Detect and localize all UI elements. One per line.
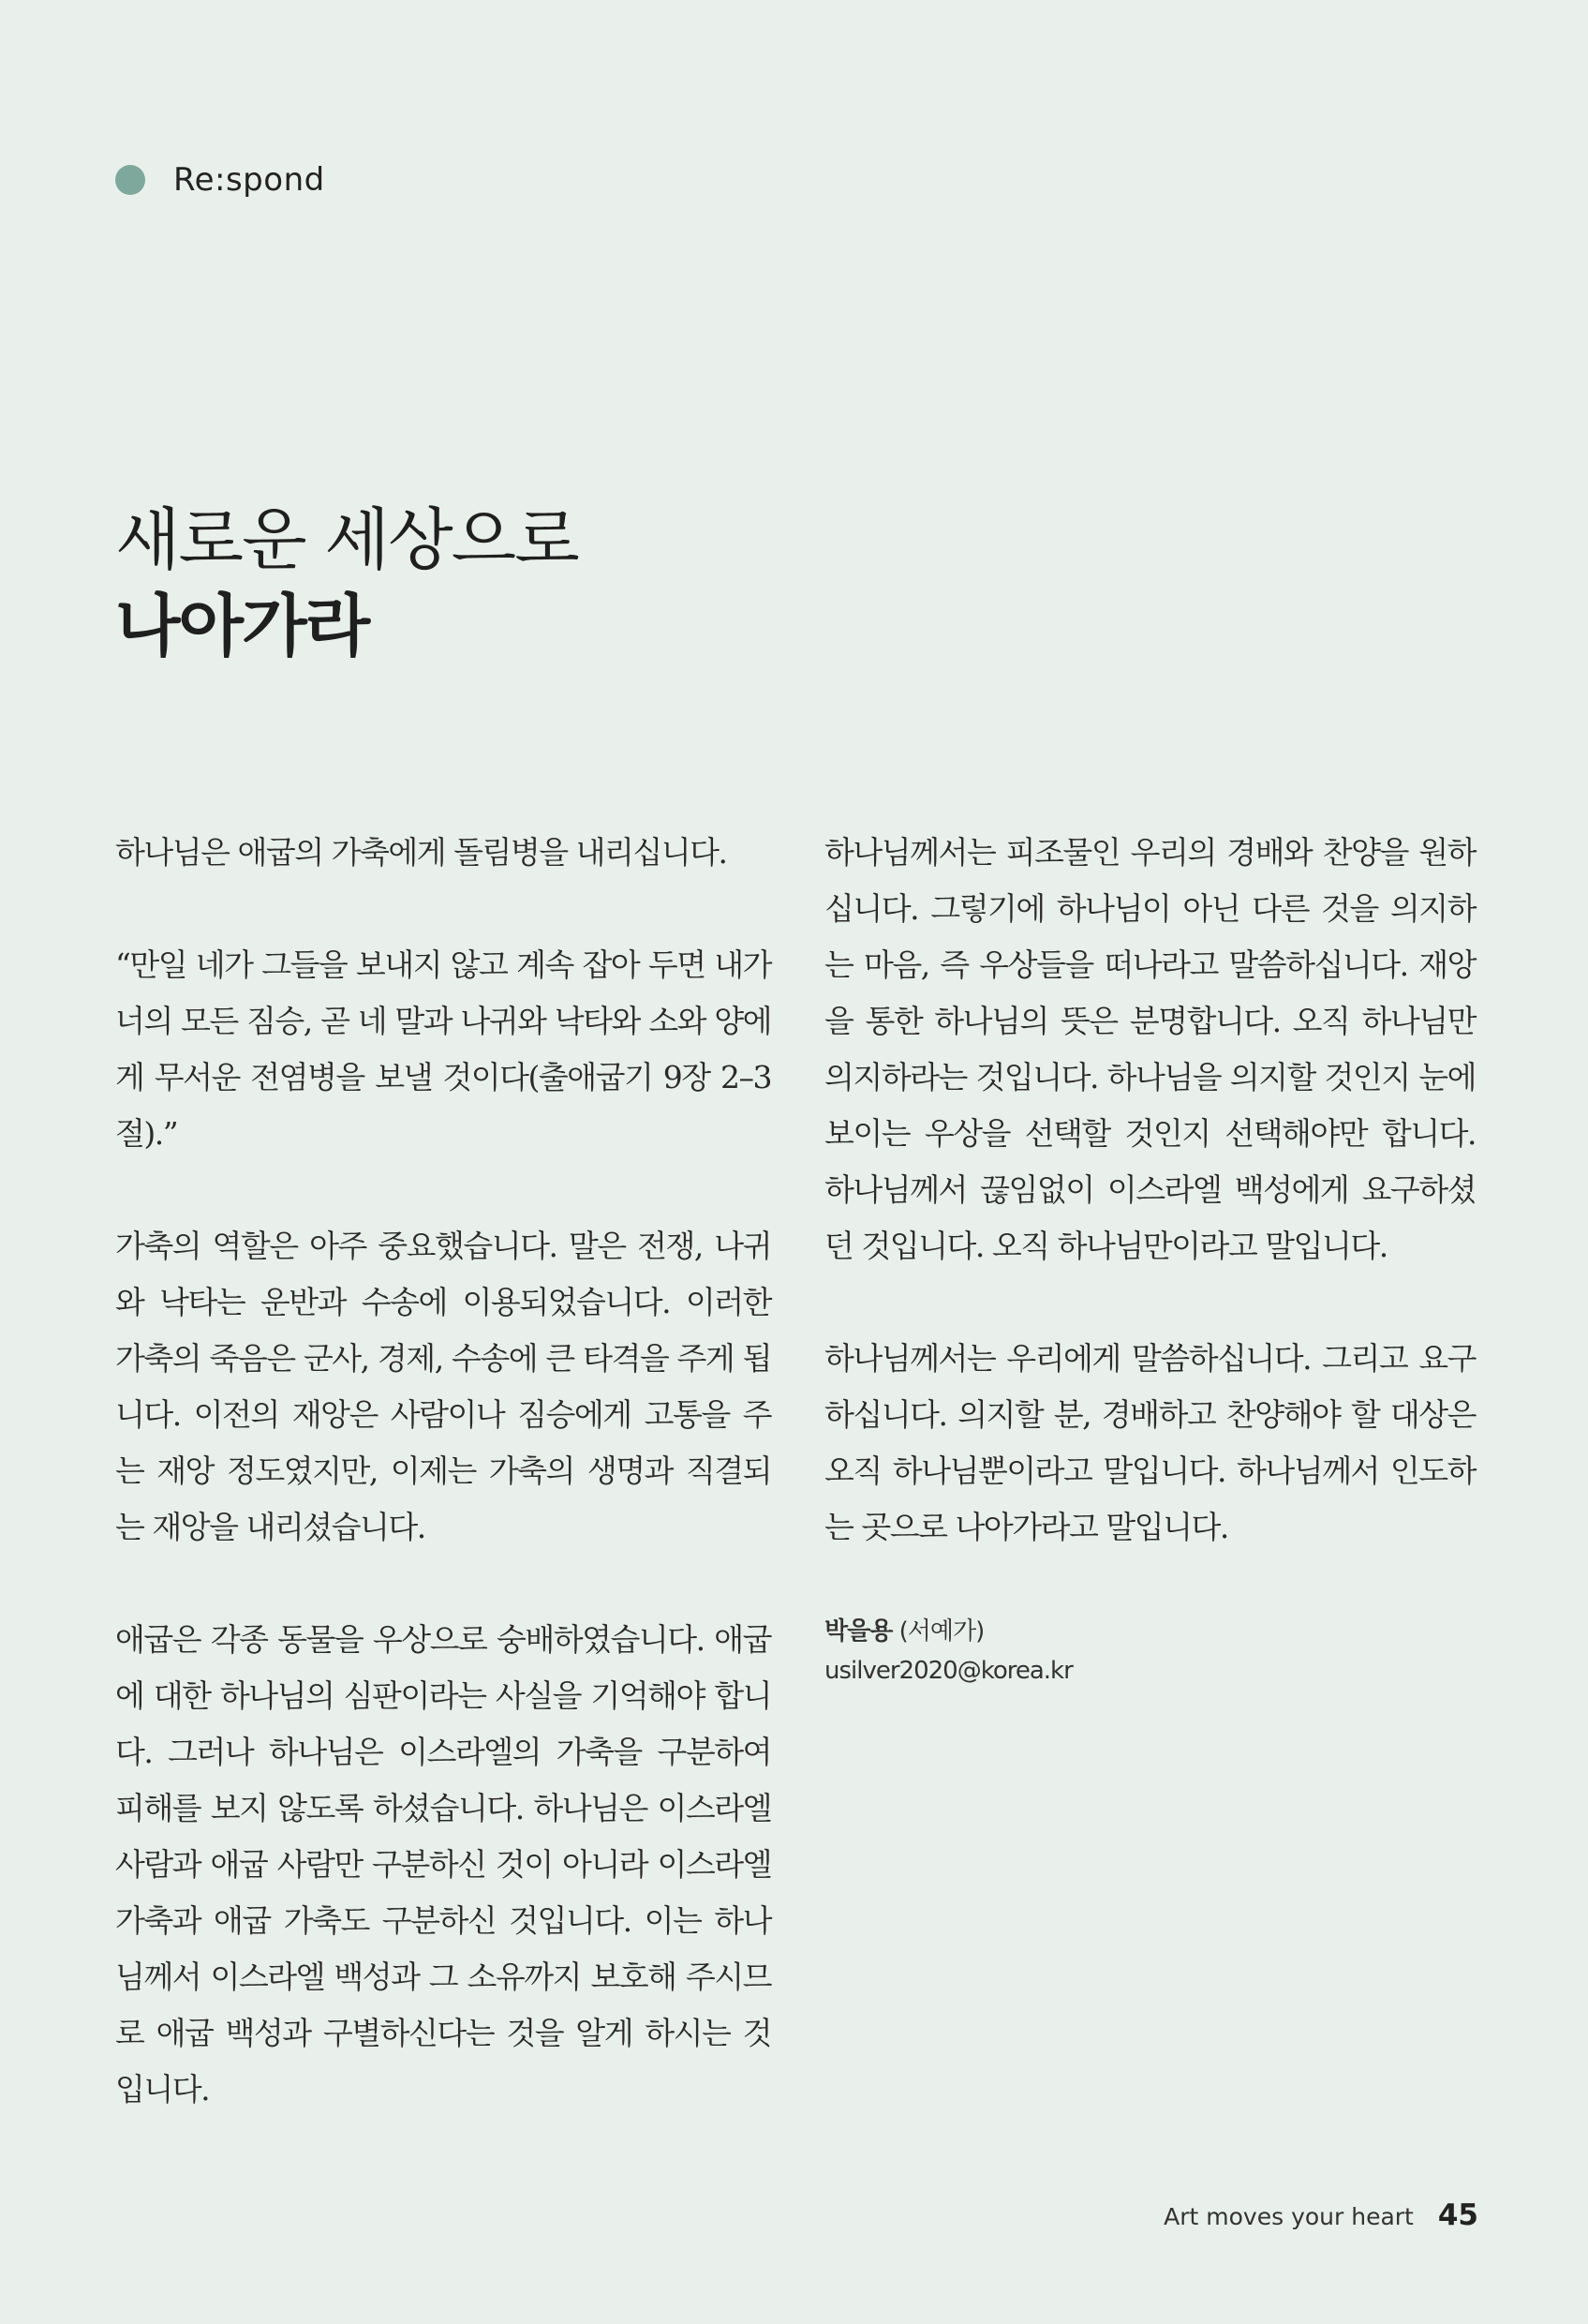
section-dot-icon [115,165,145,195]
left-column [115,825,771,2174]
scripture-quote: “만일 네가 그들을 보내지 않고 계속 잡아 두면 내가 너의 모든 짐승, 곧 네 말과 나귀와 낙타와 소와 양에게 무서운 전염병을 보낼 것이다(출애굽기 9장 2–3절).” [115,946,771,1152]
author-byline [824,1612,1476,1691]
author-email: usilver2020@korea.kr [824,1657,1073,1685]
section-tag [115,161,325,199]
section-label: Re:spond [173,161,325,199]
page-footer [1164,2198,1478,2232]
paragraph: 하나님께서는 피조물인 우리의 경배와 찬양을 원하십니다. 그렇기에 하나님이 아닌 다른 것을 의지하는 마음, 즉 우상들을 떠나라고 말씀하십니다. 재앙을 통한 하나님의 뜻은 분명합니다. 오직 하나님만 의지하라는 것입니다. 하나님을 의지할 것인지 눈에 보이는 우상을 선택할 것인지 선택해야만 합니다. 하나님께서 끊임없이 이스라엘 백성에게 요구하셨던 것입니다. 오직 하나님만이라고 말입니다. [824,834,1476,1264]
paragraph: 애굽은 각종 동물을 우상으로 숭배하였습니다. 애굽에 대한 하나님의 심판이라는 사실을 기억해야 합니다. 그러나 하나님은 이스라엘의 가축을 구분하여 피해를 보지 않도록 하셨습니다. 하나님은 이스라엘 사람과 애굽 사람만 구분하신 것이 아니라 이스라엘 가축과 애굽 가축도 구분하신 것입니다. 이는 하나님께서 이스라엘 백성과 그 소유까지 보호해 주시므로 애굽 백성과 구별하신다는 것을 알게 하시는 것입니다. [115,1621,771,2108]
article-title [115,497,578,669]
paragraph: 하나님은 애굽의 가축에게 돌림병을 내리십니다. [115,834,727,871]
author-role: (서예가) [898,1617,985,1646]
title-line-2: 나아가라 [115,587,369,665]
page-number: 45 [1437,2198,1478,2232]
author-name: 박을용 [824,1617,893,1646]
title-line-1: 새로운 세상으로 [115,500,578,579]
paragraph: 가축의 역할은 아주 중요했습니다. 말은 전쟁, 나귀와 낙타는 운반과 수송에 이용되었습니다. 이러한 가축의 죽음은 군사, 경제, 수송에 큰 타격을 주게 됩니다. 이전의 재앙은 사람이나 짐승에게 고통을 주는 재앙 정도였지만, 이제는 가축의 생명과 직결되는 재앙을 내리셨습니다. [115,1228,771,1545]
right-column [824,825,1476,1691]
footer-tagline: Art moves your heart [1164,2203,1414,2230]
paragraph: 하나님께서는 우리에게 말씀하십니다. 그리고 요구하십니다. 의지할 분, 경배하고 찬양해야 할 대상은 오직 하나님뿐이라고 말입니다. 하나님께서 인도하는 곳으로 나아가라고 말입니다. [824,1340,1476,1545]
